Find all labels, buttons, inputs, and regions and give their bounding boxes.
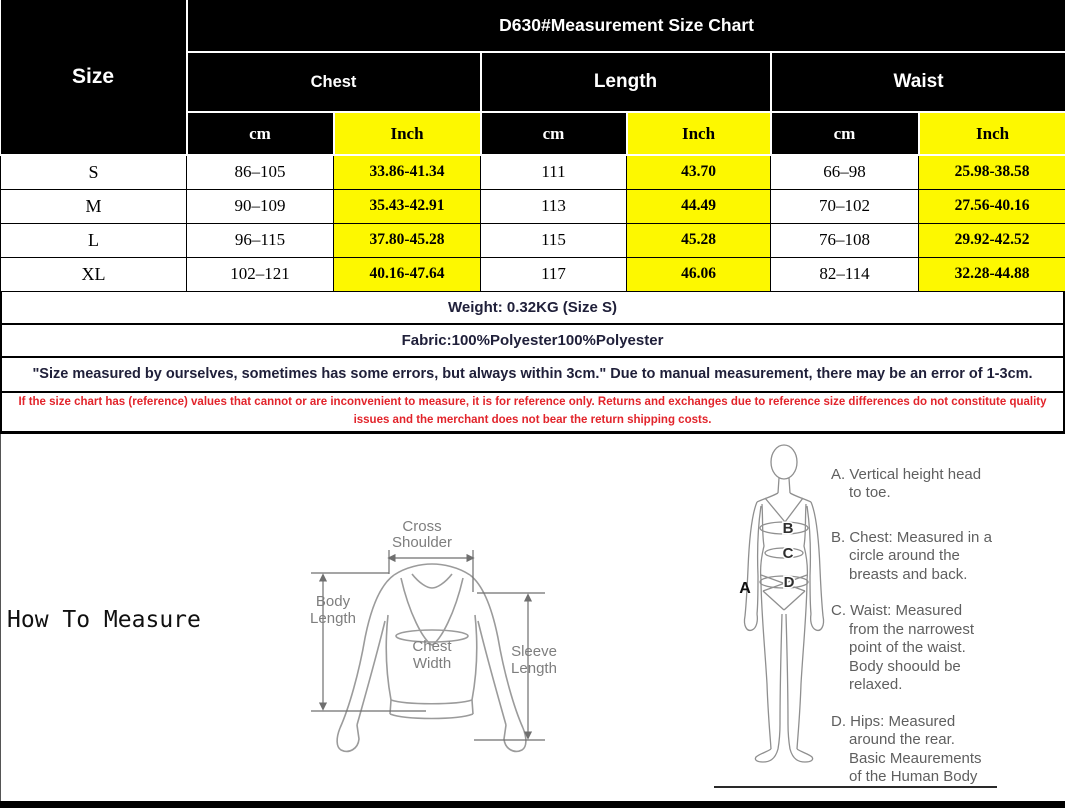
- unit-header-length-cm: cm: [481, 112, 627, 155]
- size-row-xl: [1, 257, 1065, 291]
- cell-size: M: [1, 189, 187, 223]
- garment-label-chest-width-2: Width: [412, 654, 452, 672]
- fabric-note: Fabric:100%Polyester100%Polyester: [0, 325, 1065, 358]
- reference-note: If the size chart has (reference) values that cannot or are inconvenient to measure, it is for reference only. Returns and exchanges due to reference size differences do not constitute quality issues and the merchant does not bear the return shipping costs.: [0, 393, 1065, 434]
- how-to-measure-section: [0, 434, 1065, 801]
- instruction-line: Basic Meaurements: [849, 749, 982, 767]
- cell-length-cm: 115: [481, 223, 627, 257]
- instruction-line: D. Hips: Measured: [831, 712, 956, 730]
- unit-header-chest-inch: Inch: [334, 112, 481, 155]
- weight-note: Weight: 0.32KG (Size S): [0, 292, 1065, 325]
- instruction-line: Body shoould be: [849, 657, 961, 675]
- size-chart-table: [0, 0, 1065, 292]
- cell-waist-cm: 82–114: [771, 257, 919, 291]
- cell-chest-cm: 86–105: [187, 155, 334, 189]
- cell-size: XL: [1, 257, 187, 291]
- instruction-c: [831, 602, 1013, 695]
- group-header-waist: Waist: [771, 52, 1065, 112]
- instruction-line: breasts and back.: [849, 565, 968, 583]
- garment-label-sleeve-length: Sleeve: [511, 642, 557, 660]
- cell-waist-inch: 27.56-40.16: [919, 189, 1065, 223]
- cell-chest-inch: 33.86-41.34: [334, 155, 481, 189]
- unit-header-waist-cm: cm: [771, 112, 919, 155]
- cell-waist-inch: 25.98-38.58: [919, 155, 1065, 189]
- instruction-d: [831, 713, 1013, 787]
- instruction-line: from the narrowest: [849, 620, 975, 638]
- instruction-line: A. Vertical height head: [831, 465, 982, 483]
- size-row-l: [1, 223, 1065, 257]
- size-row-s: [1, 155, 1065, 189]
- cell-waist-cm: 70–102: [771, 189, 919, 223]
- garment-label-body-length-2: Length: [310, 609, 356, 627]
- unit-header-waist-inch: Inch: [919, 112, 1065, 155]
- size-column-header: Size: [1, 0, 187, 155]
- cell-chest-inch: 37.80-45.28: [334, 223, 481, 257]
- cell-length-cm: 111: [481, 155, 627, 189]
- instruction-a: [831, 466, 1013, 503]
- unit-header-chest-cm: cm: [187, 112, 334, 155]
- garment-label-chest-width: Chest: [412, 637, 452, 655]
- cell-chest-inch: 35.43-42.91: [334, 189, 481, 223]
- instruction-line: to toe.: [849, 484, 891, 501]
- body-figure-diagram: [701, 434, 846, 774]
- instruction-line: circle around the: [849, 547, 960, 564]
- garment-label-cross-shoulder-2: Shoulder: [391, 533, 453, 551]
- instruction-line: around the rear.: [849, 731, 955, 748]
- cell-length-inch: 44.49: [627, 189, 771, 223]
- cell-chest-cm: 96–115: [187, 223, 334, 257]
- group-header-length: Length: [481, 52, 771, 112]
- figure-label-d: D: [783, 573, 795, 591]
- cell-waist-cm: 66–98: [771, 155, 919, 189]
- cell-length-inch: 46.06: [627, 257, 771, 291]
- instruction-line: point of the waist.: [849, 639, 966, 656]
- instruction-line: C. Waist: Measured: [831, 602, 963, 619]
- garment-label-sleeve-length-2: Length: [511, 659, 557, 677]
- cell-length-inch: 45.28: [627, 223, 771, 257]
- cell-chest-inch: 40.16-47.64: [334, 257, 481, 291]
- cell-size: L: [1, 223, 187, 257]
- figure-label-a: A: [739, 579, 751, 597]
- cell-chest-cm: 90–109: [187, 189, 334, 223]
- cell-length-cm: 113: [481, 189, 627, 223]
- cell-length-cm: 117: [481, 257, 627, 291]
- disclaimer-note: "Size measured by ourselves, sometimes has some errors, but always within 3cm." Due to manual measurement, there may be an error of 1-3cm.: [0, 358, 1065, 393]
- cell-chest-cm: 102–121: [187, 257, 334, 291]
- garment-label-cross-shoulder: Cross: [402, 517, 442, 535]
- cell-waist-inch: 29.92-42.52: [919, 223, 1065, 257]
- body-outline: [744, 445, 823, 762]
- cell-size: S: [1, 155, 187, 189]
- size-row-m: [1, 189, 1065, 223]
- instruction-b: [831, 529, 1013, 585]
- measuring-instructions: [831, 466, 1013, 805]
- instruction-line: relaxed.: [849, 676, 903, 693]
- chart-title: D630#Measurement Size Chart: [187, 0, 1065, 52]
- how-to-measure-heading: How To Measure: [7, 606, 201, 633]
- figure-label-c: C: [782, 544, 794, 562]
- figure-label-b: B: [782, 519, 794, 537]
- instruction-line: B. Chest: Measured in a: [831, 528, 992, 546]
- cell-waist-cm: 76–108: [771, 223, 919, 257]
- group-header-chest: Chest: [187, 52, 481, 112]
- cell-waist-inch: 32.28-44.88: [919, 257, 1065, 291]
- cell-length-inch: 43.70: [627, 155, 771, 189]
- garment-label-body-length: Body: [315, 592, 351, 610]
- instruction-line: of the Human Body: [849, 768, 978, 785]
- garment-measure-diagram: [281, 488, 601, 768]
- unit-header-length-inch: Inch: [627, 112, 771, 155]
